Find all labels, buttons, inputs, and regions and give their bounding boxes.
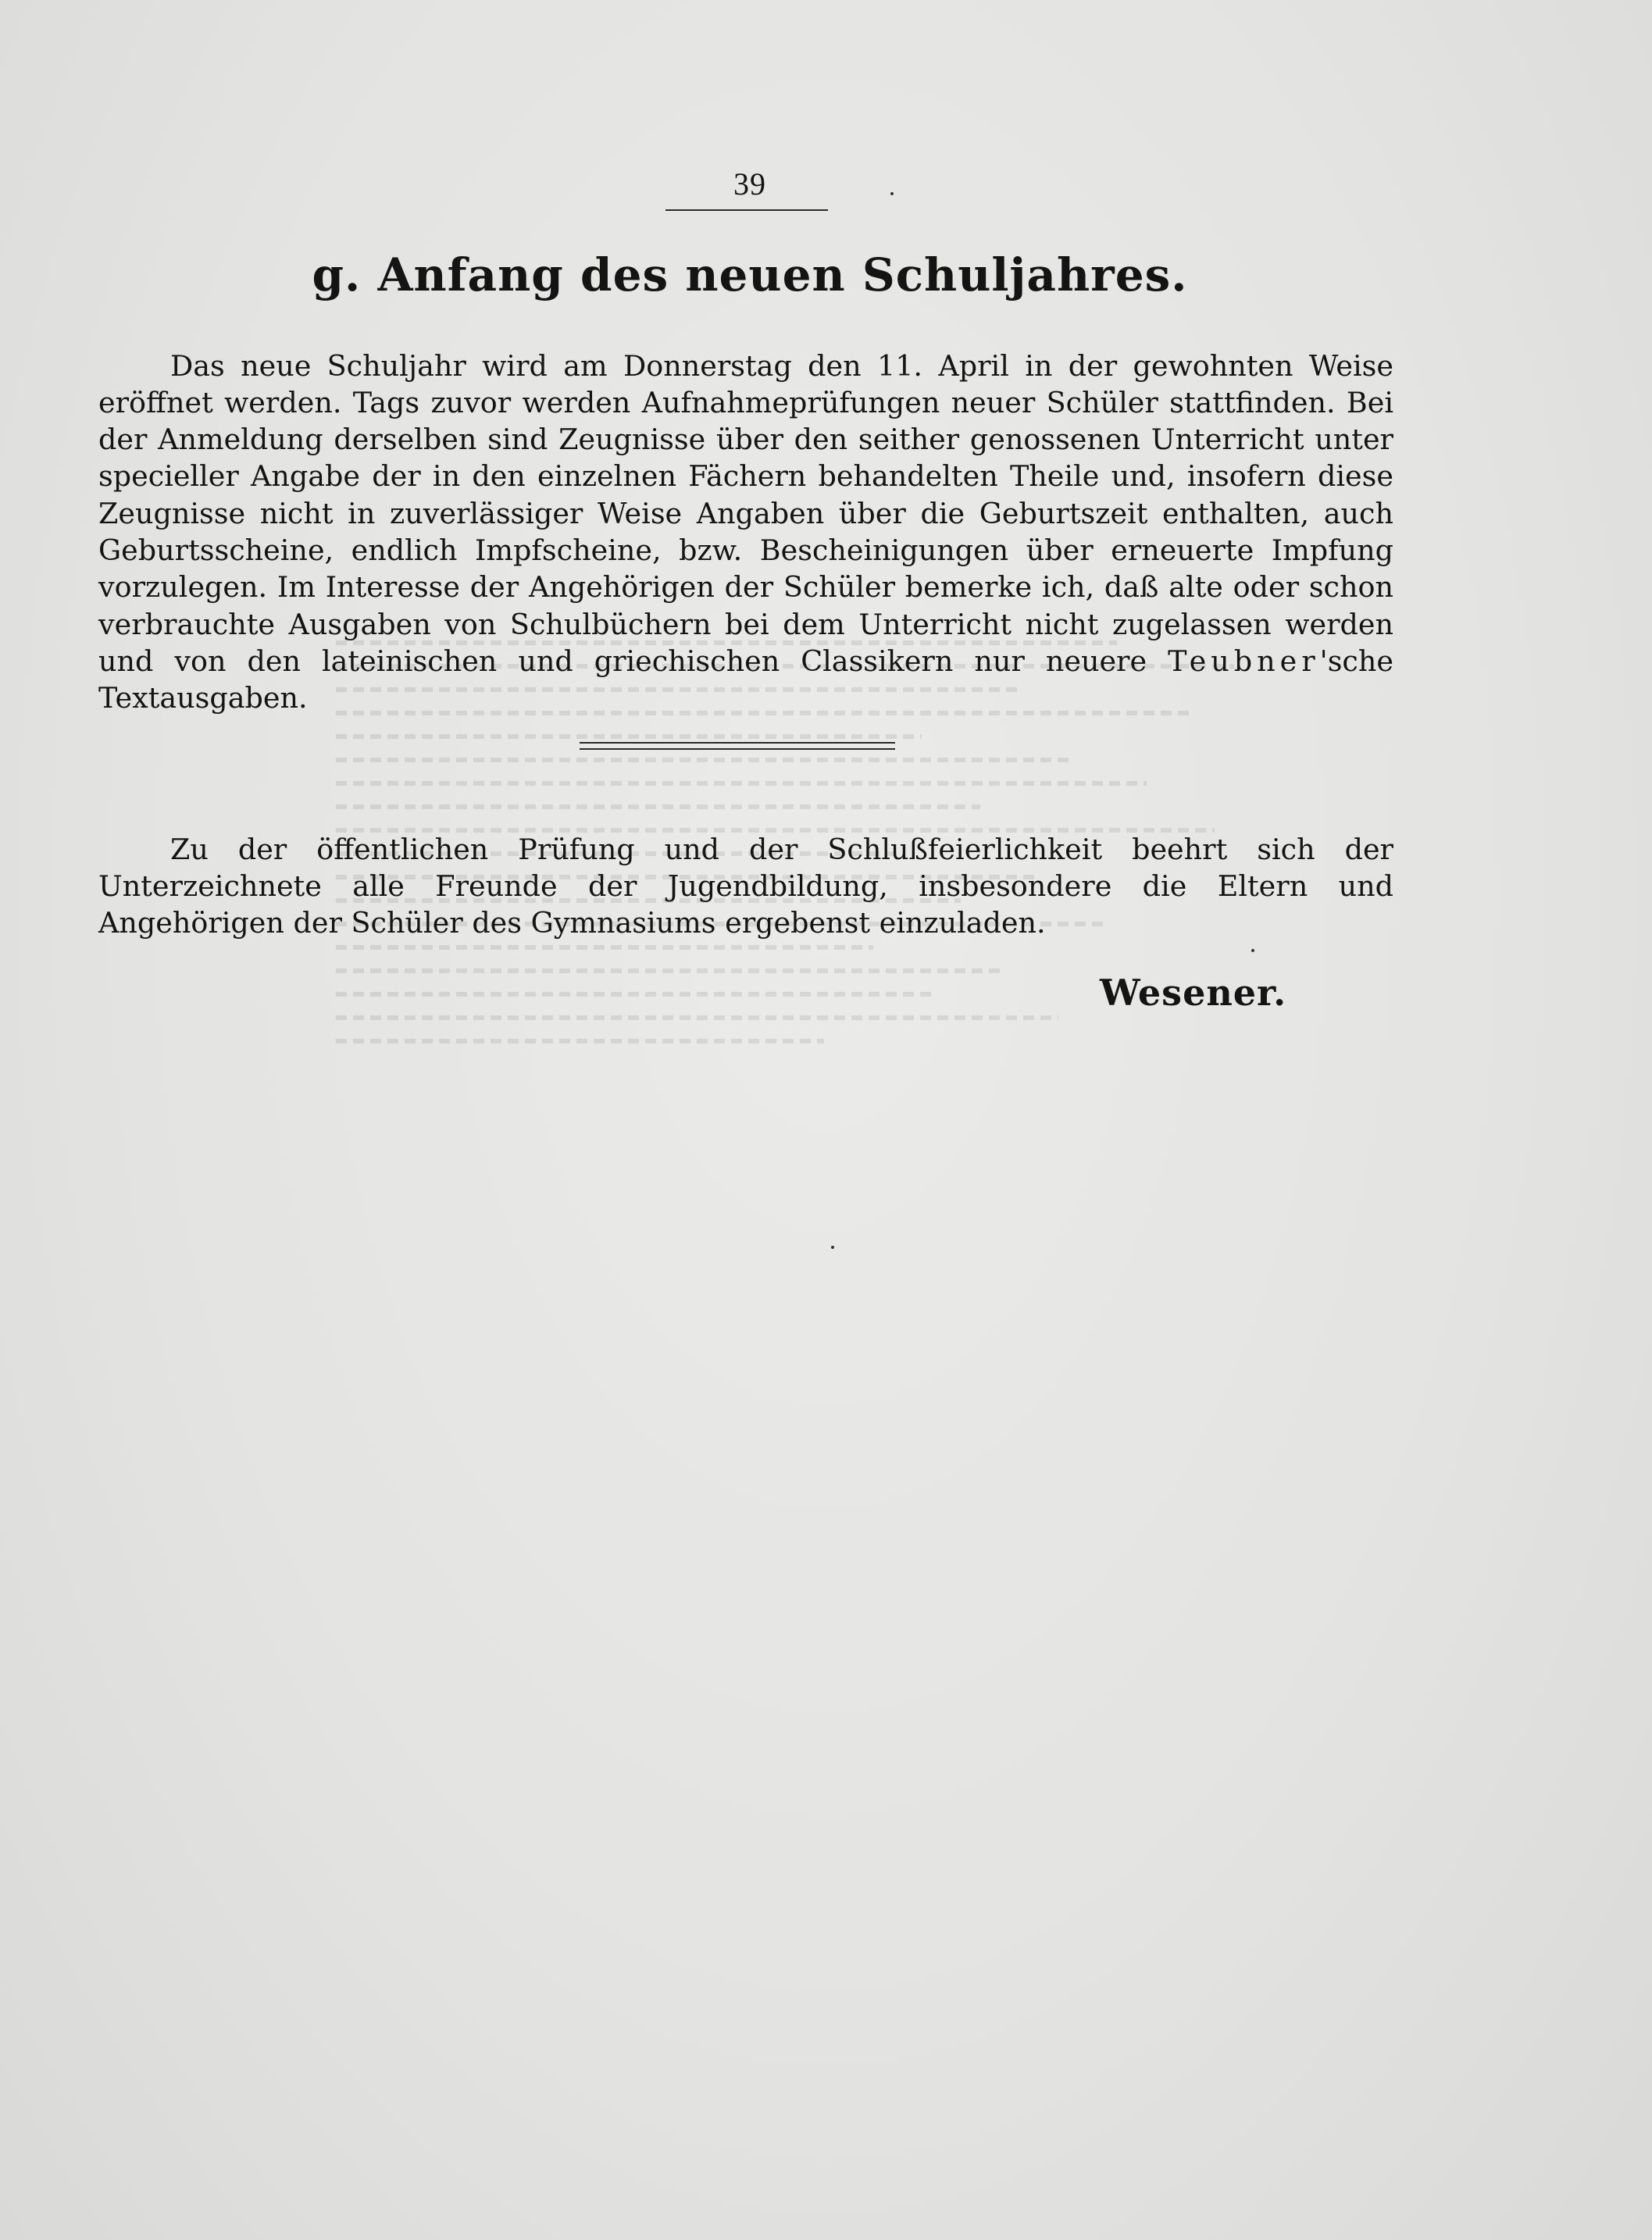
paragraph-school-year-text: Das neue Schuljahr wird am Donnerstag den 11. April in der gewohnten Weise eröffnet werden. Tags zuvor werden Aufnahmeprüfungen neuer Schüler stattfinden. Bei der Anmeldung derselben sind Zeugnisse über den seither genossenen Unterricht unter specieller Angabe der in den einzelnen Fächern behandelten Theile und, insofern diese Zeugnisse nicht in zuverlässiger Weise Angaben über die Geburtszeit enthalten, auch Geburtsscheine, endlich Impfscheine, bzw. Bescheinigungen über erneuerte Impfung vorzulegen. Im Interesse der Angehörigen der Schüler bemerke ich, daß alte oder schon verbrauchte Ausgaben von Schulbüchern bei dem Unterricht nicht zugelassen werden und von den lateinischen und griechischen Classikern nur neuere [98,348,1393,678]
print-speck [1251,949,1254,952]
header-rule [665,209,828,211]
signature: Wesener. [1100,972,1287,1014]
section-divider [580,742,895,750]
section-heading: g. Anfang des neuen Schuljahres. [312,248,1188,301]
page-number: 39 [733,166,766,202]
paragraph-invitation: Zu der öffentlichen Prüfung und der Schlußfeierlichkeit beehrt sich der Unterzeichnete alle Freunde der Jugendbildung, insbesondere die Eltern und Angehörigen der Schüler des Gymnasiums ergebenst einzuladen. [98,832,1393,940]
print-speck [890,192,894,195]
paragraph-school-year-ending: 'sche Textausgaben. [98,644,1393,715]
paragraph-school-year [98,348,1393,717]
publisher-name: Teubner [1168,644,1320,678]
print-speck [831,1246,834,1249]
